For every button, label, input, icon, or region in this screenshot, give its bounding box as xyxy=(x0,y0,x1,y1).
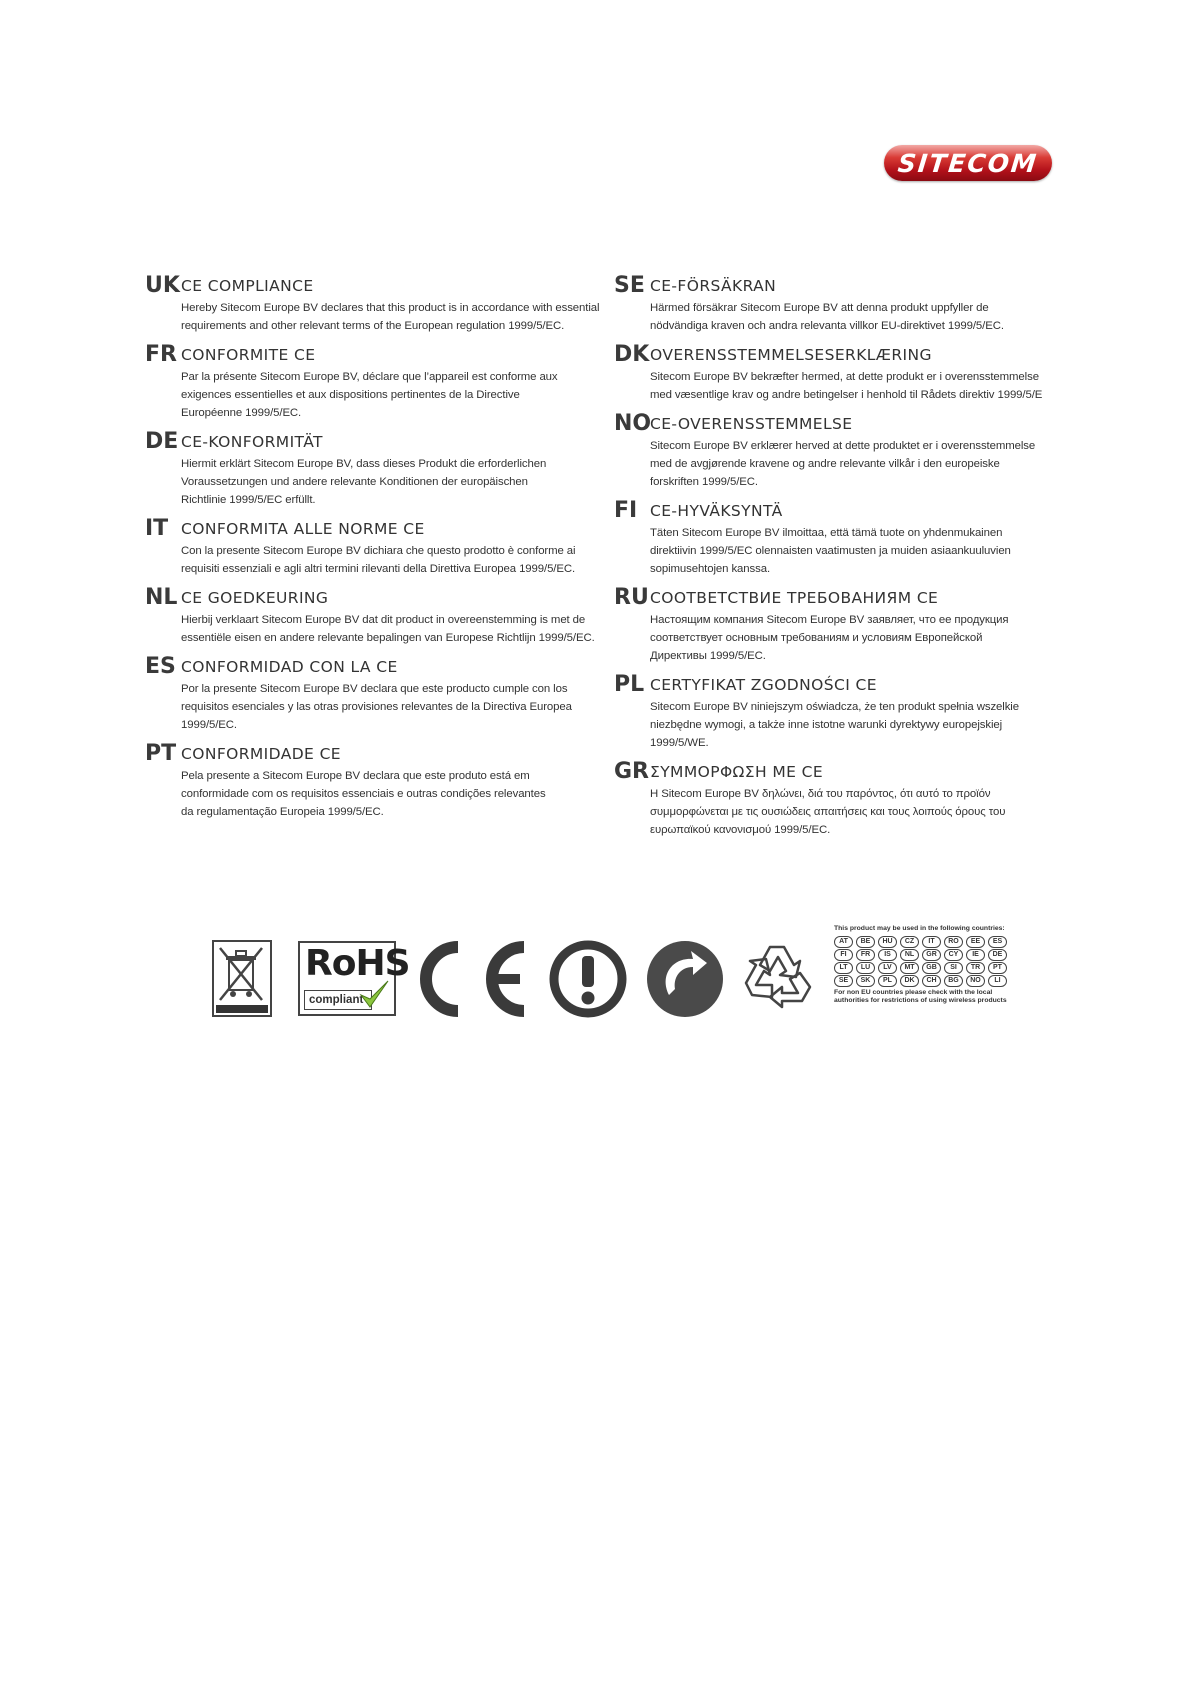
compliance-entry-pl xyxy=(614,672,1054,752)
country-list xyxy=(834,925,1024,1005)
sitecom-logo xyxy=(884,145,1052,181)
compliance-entry-uk xyxy=(145,273,600,335)
country-badge: LV xyxy=(878,962,897,974)
body-line: Sitecom Europe BV bekræfter hermed, at dette produkt er i overensstemmelse xyxy=(650,371,1039,383)
entry-body xyxy=(181,767,600,821)
compliance-entry-pt xyxy=(145,741,600,821)
compliance-entry-ru xyxy=(614,585,1054,665)
body-line: Hiermit erklärt Sitecom Europe BV, dass dieses Produkt die erforderlichen xyxy=(181,458,547,470)
country-badge: CZ xyxy=(900,936,919,948)
country-badge: EE xyxy=(966,936,985,948)
entry-body xyxy=(181,455,600,509)
body-line: Директивы 1999/5/EC. xyxy=(650,650,766,662)
country-code: DK xyxy=(614,342,650,367)
country-badge: LT xyxy=(834,962,853,974)
country-badge: IS xyxy=(878,949,897,961)
body-line: Sitecom Europe BV niniejszym oświadcza, że ten produkt spełnia wszelkie xyxy=(650,701,1019,713)
entry-body xyxy=(650,611,1054,665)
body-line: Richtlinie 1999/5/EC erfüllt. xyxy=(181,494,316,506)
country-badge: DK xyxy=(900,975,919,987)
compliance-column-left xyxy=(145,273,600,831)
country-badge: IE xyxy=(966,949,985,961)
country-code: ES xyxy=(145,654,176,679)
rohs-compliant-label: compliant xyxy=(304,990,372,1010)
country-badge: SI xyxy=(944,962,963,974)
body-line: Por la presente Sitecom Europe BV declara que este producto cumple con los xyxy=(181,683,568,695)
entry-title: CONFORMITE CE xyxy=(181,346,316,364)
compliance-entry-dk xyxy=(614,342,1054,404)
country-badge: HU xyxy=(878,936,897,948)
entry-title: CONFORMIDAD CON LA CE xyxy=(181,658,398,676)
country-badge: LU xyxy=(856,962,875,974)
body-line: requirements and other relevant terms of the European regulation 1999/5/EC. xyxy=(181,320,565,332)
compliance-entry-gr xyxy=(614,759,1054,839)
entry-title: CONFORMITA ALLE NORME CE xyxy=(181,520,425,538)
country-badge: SK xyxy=(856,975,875,987)
entry-body xyxy=(650,698,1054,752)
entry-title: CONFORMIDADE CE xyxy=(181,745,341,763)
compliance-entry-it xyxy=(145,516,600,578)
country-code: FR xyxy=(145,342,177,367)
country-badge: ES xyxy=(988,936,1007,948)
country-code: NO xyxy=(614,411,652,436)
country-badge: BG xyxy=(944,975,963,987)
country-code: PL xyxy=(614,672,645,697)
country-badge: CY xyxy=(944,949,963,961)
body-line: exigences essentielles et aux dispositions pertinentes de la Directive xyxy=(181,389,520,401)
countries-header: This product may be used in the following countries: xyxy=(834,925,1005,932)
country-badge: LI xyxy=(988,975,1007,987)
logo-text: SITECOM xyxy=(896,148,1040,178)
body-line: da regulamentação Europeia 1999/5/EC. xyxy=(181,806,384,818)
rohs-label: RoHS xyxy=(305,943,410,984)
country-badge: MT xyxy=(900,962,919,974)
recycle-icon xyxy=(740,935,824,1019)
compliance-entry-es xyxy=(145,654,600,734)
entry-title: CE-HYVÄKSYNTÄ xyxy=(650,502,783,520)
entry-body xyxy=(181,368,600,422)
body-line: Hereby Sitecom Europe BV declares that this product is in accordance with essential xyxy=(181,302,600,314)
country-badge: DE xyxy=(988,949,1007,961)
entry-title: СООТВЕТСТВИЕ ТРЕБОВАНИЯМ CE xyxy=(650,589,939,607)
body-line: conformidade com os requisitos essenciais e outras condições relevantes xyxy=(181,788,546,800)
entry-body xyxy=(650,524,1054,578)
alert-mark-icon xyxy=(548,939,628,1019)
body-line: 1999/5/EC. xyxy=(181,719,237,731)
entry-body xyxy=(650,785,1054,839)
entry-body xyxy=(181,299,600,335)
weee-bin-icon xyxy=(212,940,272,1017)
country-code: NL xyxy=(145,585,178,610)
body-line: Voraussetzungen und andere relevante Konditionen der europäischen xyxy=(181,476,528,488)
body-line: Européenne 1999/5/EC. xyxy=(181,407,302,419)
country-code: PT xyxy=(145,741,177,766)
entry-body xyxy=(181,611,600,647)
body-line: forskriften 1999/5/EC. xyxy=(650,476,758,488)
country-badge: PL xyxy=(878,975,897,987)
country-badge: GB xyxy=(922,962,941,974)
body-line: nödvändiga kraven och andra relevanta villkor EU-direktivet 1999/5/EC. xyxy=(650,320,1004,332)
country-code: UK xyxy=(145,273,180,298)
country-code: SE xyxy=(614,273,645,298)
entry-body xyxy=(650,299,1054,335)
body-line: requisitos esenciales y las otras provisiones relevantes de la Directiva Europea xyxy=(181,701,572,713)
compliance-entry-no xyxy=(614,411,1054,491)
body-line: соответствует основным требованиям и условиям Европейской xyxy=(650,632,983,644)
body-line: Sitecom Europe BV erklærer herved at dette produktet er i overensstemmelse xyxy=(650,440,1036,452)
entry-body xyxy=(650,437,1054,491)
compliance-entry-nl xyxy=(145,585,600,647)
body-line: essentiële eisen en andere relevante bepalingen van Europese Richtlijn 1999/5/EC. xyxy=(181,632,595,644)
body-line: συμμορφώνεται με τις ουσιώδεις απαιτήσεις και τους λοιπούς όρους του xyxy=(650,806,1006,818)
country-code: FI xyxy=(614,498,638,523)
country-badge: IT xyxy=(922,936,941,948)
check-icon xyxy=(358,979,390,1011)
country-badge: CH xyxy=(922,975,941,987)
body-line: Härmed försäkrar Sitecom Europe BV att denna produkt uppfyller de xyxy=(650,302,989,314)
body-line: 1999/5/WE. xyxy=(650,737,709,749)
entry-title: ΣΥΜΜΟΡΦΩΣΗ ΜΕ CE xyxy=(650,763,824,781)
compliance-entry-fi xyxy=(614,498,1054,578)
entry-body xyxy=(181,542,600,578)
entry-title: CE-FÖRSÄKRAN xyxy=(650,277,777,295)
entry-title: CERTYFIKAT ZGODNOŚCI CE xyxy=(650,676,877,694)
body-line: requisiti essenziali e agli altri termini rilevanti della Direttiva Europea 1999/5/EC. xyxy=(181,563,576,575)
country-code: DE xyxy=(145,429,179,454)
entry-body xyxy=(650,368,1054,404)
country-code: RU xyxy=(614,585,649,610)
entry-title: CE-KONFORMITÄT xyxy=(181,433,323,451)
green-dot-icon xyxy=(645,939,725,1019)
body-line: sopimusehtojen kanssa. xyxy=(650,563,771,575)
certification-logos xyxy=(212,925,1022,1020)
compliance-entry-de xyxy=(145,429,600,509)
body-line: Täten Sitecom Europe BV ilmoittaa, että tämä tuote on yhdenmukainen xyxy=(650,527,1003,539)
entry-title: CE COMPLIANCE xyxy=(181,277,314,295)
country-badge: BE xyxy=(856,936,875,948)
entry-title: OVERENSSTEMMELSESERKLÆRING xyxy=(650,346,932,364)
country-badge: SE xyxy=(834,975,853,987)
body-line: niezbędne wymogi, a także inne istotne warunki dyrektywy europejskiej xyxy=(650,719,1003,731)
body-line: med væsentlige krav og andre betingelser i henhold til Rådets direktiv 1999/5/E xyxy=(650,389,1043,401)
compliance-entry-fr xyxy=(145,342,600,422)
entry-title: CE GOEDKEURING xyxy=(181,589,329,607)
country-code: IT xyxy=(145,516,169,541)
country-badge: FI xyxy=(834,949,853,961)
country-badge: GR xyxy=(922,949,941,961)
body-line: Настоящим компания Sitecom Europe BV заявляет, что ее продукция xyxy=(650,614,1009,626)
country-badge: FR xyxy=(856,949,875,961)
country-code: GR xyxy=(614,759,649,784)
compliance-column-right xyxy=(614,273,1054,849)
country-badge: AT xyxy=(834,936,853,948)
body-line: Con la presente Sitecom Europe BV dichiara che questo prodotto è conforme ai xyxy=(181,545,576,557)
country-badge: RO xyxy=(944,936,963,948)
body-line: Par la présente Sitecom Europe BV, déclare que l’appareil est conforme aux xyxy=(181,371,558,383)
body-line: med de avgjørende kravene og andre relevante vilkår i den europeiske xyxy=(650,458,1000,470)
country-grid xyxy=(834,936,1024,987)
entry-title: CE-OVERENSSTEMMELSE xyxy=(650,415,853,433)
country-badge: TR xyxy=(966,962,985,974)
countries-footer-1: For non EU countries please check with the local xyxy=(834,989,993,996)
body-line: ευρωπαϊκού κανονισμού 1999/5/EC. xyxy=(650,824,831,836)
body-line: Η Sitecom Europe BV δηλώνει, διά του παρόντος, ότι αυτό το προϊόν xyxy=(650,788,991,800)
country-badge: PT xyxy=(988,962,1007,974)
compliance-entry-se xyxy=(614,273,1054,335)
country-badge: NO xyxy=(966,975,985,987)
countries-footer-2: authorities for restrictions of using wireless products xyxy=(834,997,1007,1004)
ce-mark-icon xyxy=(416,939,532,1019)
body-line: direktiivin 1999/5/EC olennaisten vaatimusten ja muiden asiaankuuluvien xyxy=(650,545,1011,557)
country-badge: NL xyxy=(900,949,919,961)
body-line: Pela presente a Sitecom Europe BV declara que este produto está em xyxy=(181,770,530,782)
body-line: Hierbij verklaart Sitecom Europe BV dat dit product in overeenstemming is met de xyxy=(181,614,586,626)
rohs-compliant-badge xyxy=(298,941,410,1016)
entry-body xyxy=(181,680,600,734)
